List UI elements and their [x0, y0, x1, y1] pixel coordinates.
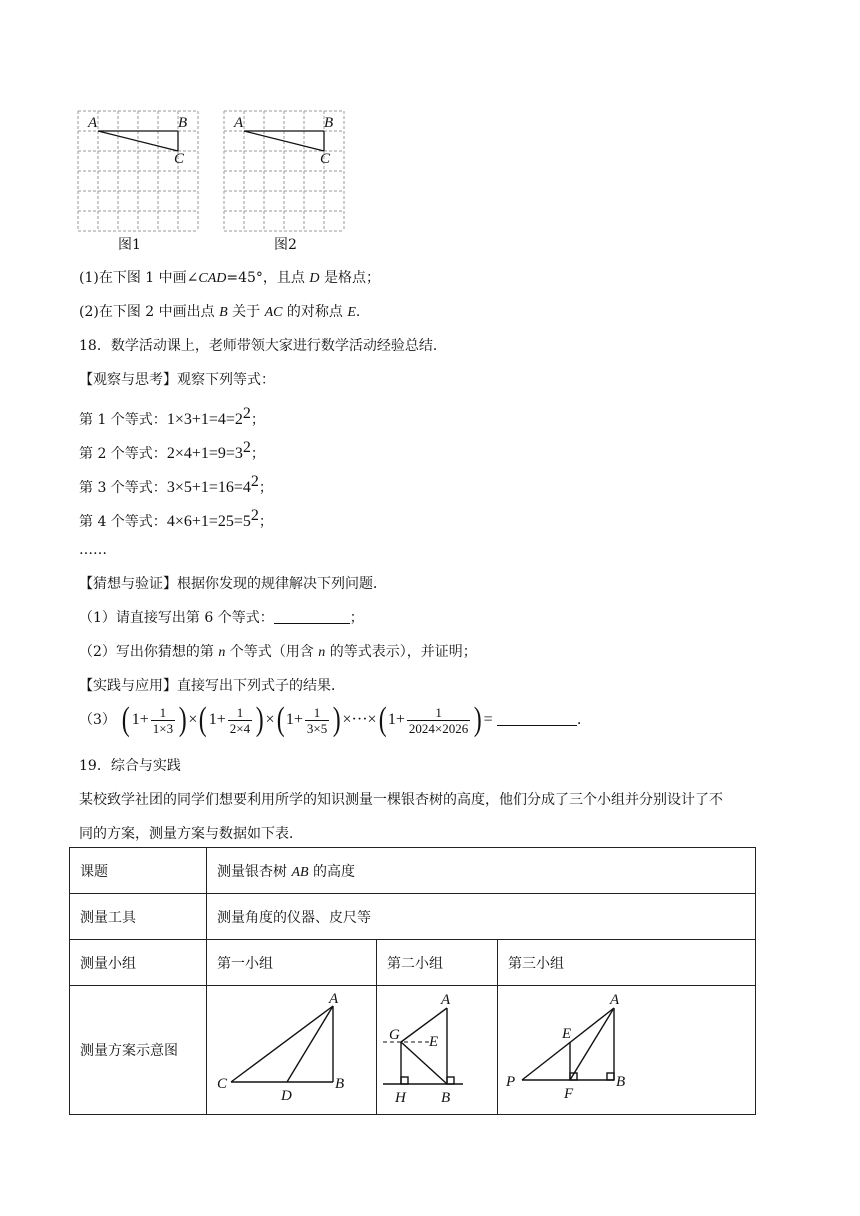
fraction: $\frac{1}{2\times 4}$: [229, 704, 251, 736]
point-label: A: [441, 992, 451, 1008]
group-2-label: 第二小组: [377, 940, 498, 986]
answer-blank: [497, 711, 577, 726]
diagram-group-1: [207, 986, 376, 1110]
grid-figure-1: [70, 105, 210, 235]
point-label: H: [395, 1090, 406, 1106]
q18-sub-3: （3） ( 1+ $\frac{1}{1\times 3}$ ) ×( 1+ $\frac{1}{2\times 4}$ ) ×( 1+ $\frac{1}{3\times 5}$ ) ×···×( 1+ $\frac{1}{2024\times 2026}$ ) = .: [79, 701, 582, 738]
fraction: $\frac{1}{3\times 5}$: [306, 704, 328, 736]
equation-2: 第 2 个等式：$2\times 4+1=9=3^2$；: [79, 439, 265, 462]
equation-1: 第 1 个等式：$1\times 3+1=4=2^2$；: [79, 405, 265, 428]
point-label: D: [281, 1088, 292, 1104]
grid-figure-2: [216, 105, 356, 235]
q18-title: 18．数学活动课上，老师带领大家进行数学活动经验总结．: [79, 338, 447, 354]
point-label: C: [174, 151, 185, 167]
point-label: B: [178, 115, 188, 131]
table-cell: 测量角度的仪器、皮尺等: [207, 894, 756, 940]
q19-line-1: 某校致学社团的同学们想要利用所学的知识测量一棵银杏树的高度，他们分成了三个小组并分别设计了不: [79, 792, 723, 808]
table-header: 测量工具: [70, 894, 207, 940]
table-header: 测量小组: [70, 940, 207, 986]
point-label: C: [217, 1076, 228, 1092]
q18-observe: 【观察与思考】观察下列等式：: [79, 372, 275, 388]
q19-title: 19．综合与实践: [79, 758, 181, 774]
table-cell: 测量银杏树 AB 的高度: [207, 848, 756, 894]
fraction: $\frac{1}{1\times 3}$: [152, 704, 174, 736]
point-label: B: [335, 1076, 345, 1092]
table-header: 课题: [70, 848, 207, 894]
group-1-label: 第一小组: [207, 940, 377, 986]
table-header: 测量方案示意图: [70, 986, 207, 1115]
q18-sub-1: （1）请直接写出第 6 个等式： ；: [79, 610, 364, 626]
point-label: P: [506, 1074, 516, 1090]
point-label: A: [329, 991, 339, 1007]
q17-part-1: (1)在下图 1 中画∠CAD=45°，且点 D 是格点；: [79, 270, 380, 286]
group-3-label: 第三小组: [498, 940, 756, 986]
point-label: E: [562, 1026, 572, 1042]
diagram-group-2: [377, 986, 497, 1110]
diagram-cell-1: [207, 986, 377, 1115]
point-label: G: [389, 1027, 400, 1043]
point-label: A: [610, 992, 620, 1008]
measurement-table: [69, 847, 756, 1115]
figure-1-caption: 图1: [118, 237, 141, 253]
equation-4: 第 4 个等式：$4\times 6+1=25=5^2$；: [79, 507, 273, 530]
point-label: A: [234, 115, 244, 131]
q17-part-2: (2)在下图 2 中画出点 B 关于 AC 的对称点 E.: [79, 304, 361, 320]
q18-apply: 【实践与应用】直接写出下列式子的结果．: [79, 678, 345, 694]
equation-3: 第 3 个等式：$3\times 5+1=16=4^2$；: [79, 473, 273, 496]
q19-line-2: 同的方案，测量方案与数据如下表．: [79, 826, 303, 842]
point-label: B: [616, 1074, 626, 1090]
ellipsis: ……: [79, 542, 107, 558]
q18-sub-2: （2）写出你猜想的第 n 个等式（用含 n 的等式表示），并证明；: [79, 644, 477, 660]
figure-2-caption: 图2: [274, 237, 297, 253]
point-label: A: [88, 115, 98, 131]
answer-blank: [274, 609, 350, 624]
point-label: F: [564, 1086, 574, 1102]
fraction: $\frac{1}{2024\times 2026}$: [408, 704, 469, 736]
point-label: E: [429, 1034, 439, 1050]
diagram-group-3: [498, 986, 755, 1110]
point-label: B: [441, 1090, 451, 1106]
q18-guess: 【猜想与验证】根据你发现的规律解决下列问题．: [79, 576, 387, 592]
diagram-cell-3: [498, 986, 756, 1115]
diagram-cell-2: [377, 986, 498, 1115]
point-label: B: [324, 115, 334, 131]
point-label: C: [320, 151, 331, 167]
